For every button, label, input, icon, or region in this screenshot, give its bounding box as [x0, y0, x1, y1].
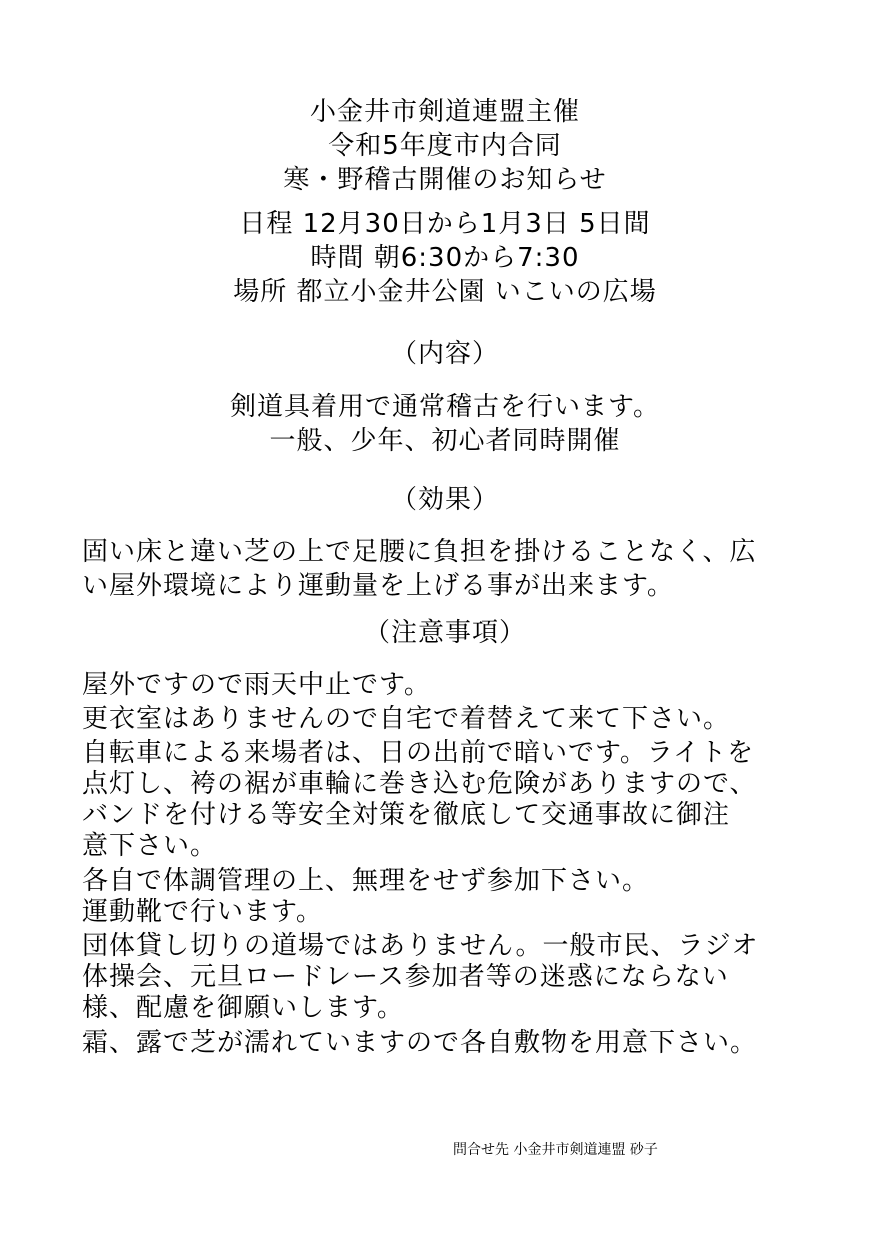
notes-line-2: 更衣室はありませんので自宅で着替えて来て下さい。	[82, 704, 731, 734]
notes-line-10: 体操会、元旦ロードレース参加者等の迷惑にならない	[82, 962, 729, 992]
contact-footer: 問合せ先 小金井市剣道連盟 砂子	[453, 1142, 658, 1158]
notes-heading: （注意事項）	[363, 618, 526, 648]
effect-heading: （効果）	[390, 485, 499, 515]
schedule-place: 場所 都立小金井公園 いこいの広場	[233, 277, 657, 307]
schedule-time: 時間 朝6:30から7:30	[310, 243, 580, 273]
notes-line-12: 霜、露で芝が濡れていますので各自敷物を用意下さい。	[82, 1028, 758, 1058]
notes-line-3: 自転車による来場者は、日の出前で暗いです。ライトを	[82, 738, 755, 768]
notes-line-5: バンドを付ける等安全対策を徹底して交通事故に御注	[82, 800, 731, 830]
notes-line-11: 様、配慮を御願いします。	[82, 993, 404, 1023]
content-line-2: 一般、少年、初心者同時開催	[269, 426, 621, 456]
notes-line-8: 運動靴で行います。	[82, 897, 323, 927]
schedule-date: 日程 12月30日から1月3日 5日間	[239, 209, 651, 239]
notes-line-4: 点灯し、袴の裾が車輪に巻き込む危険がありますので、	[82, 769, 757, 799]
notes-line-9: 団体貸し切りの道場ではありません。一般市民、ラジオ	[82, 931, 759, 961]
title-line-2: 令和5年度市内合同	[328, 131, 562, 161]
notes-line-7: 各自で体調管理の上、無理をせず参加下さい。	[82, 866, 650, 896]
title-line-3: 寒・野稽古開催のお知らせ	[283, 165, 607, 195]
title-line-1: 小金井市剣道連盟主催	[309, 97, 580, 127]
effect-line-2: い屋外環境により運動量を上げる事が出来ます。	[82, 571, 674, 601]
effect-line-1: 固い床と違い芝の上で足腰に負担を掛けることなく、広	[82, 537, 757, 567]
notes-line-6: 意下さい。	[82, 831, 218, 861]
notes-line-1: 屋外ですので雨天中止です。	[82, 670, 431, 700]
content-line-1: 剣道具着用で通常稽古を行います。	[230, 392, 660, 422]
content-heading: （内容）	[390, 339, 499, 369]
